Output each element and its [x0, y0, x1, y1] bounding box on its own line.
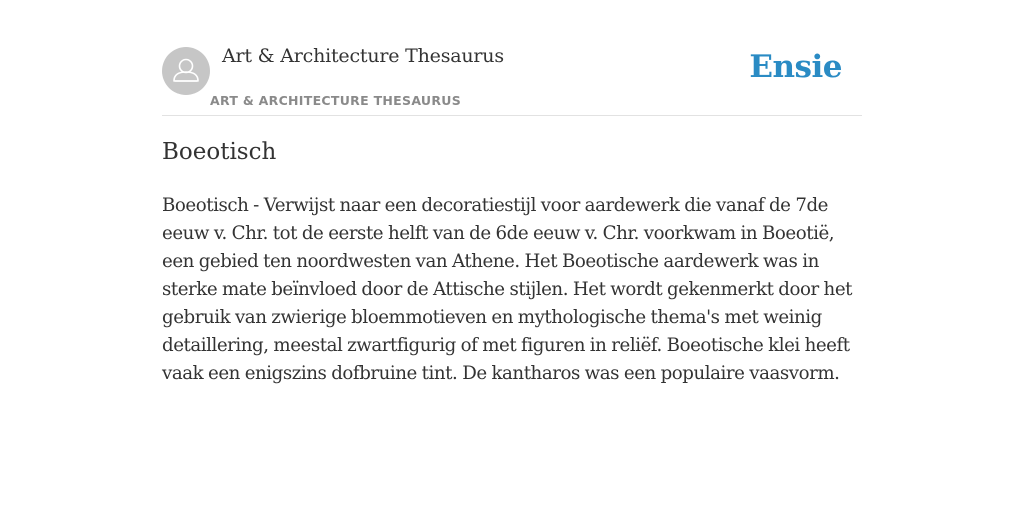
article-header — [162, 0, 862, 116]
author-subtitle[interactable]: ART & ARCHITECTURE THESAURUS — [210, 93, 462, 108]
page-container — [162, 0, 862, 384]
article-title: Boeotisch — [162, 139, 277, 165]
user-placeholder-icon[interactable] — [162, 47, 210, 95]
author-name[interactable]: Art & Architecture Thesaurus — [222, 45, 504, 67]
brand-logo[interactable]: Ensie — [749, 49, 842, 85]
article-body: Boeotisch - Verwijst naar een decoratiestijl voor aardewerk die vanaf de 7de eeuw v. Chr. tot de eerste helft van de 6de eeuw v. Chr. voorkwam in Boeotië, een gebied ten noordwesten van Athene. Het Boeotische aardewerk was in sterke mate beïnvloed door de Attische stijlen. Het wordt gekenmerkt door het gebruik van zwierige bloemmotieven en mythologische thema's met weinig detaillering, meestal zwartfigurig of met figuren in reliëf. Boeotische klei heeft vaak een enigszins dofbruine tint. De kantharos was een populaire vaasvorm. — [162, 195, 852, 384]
